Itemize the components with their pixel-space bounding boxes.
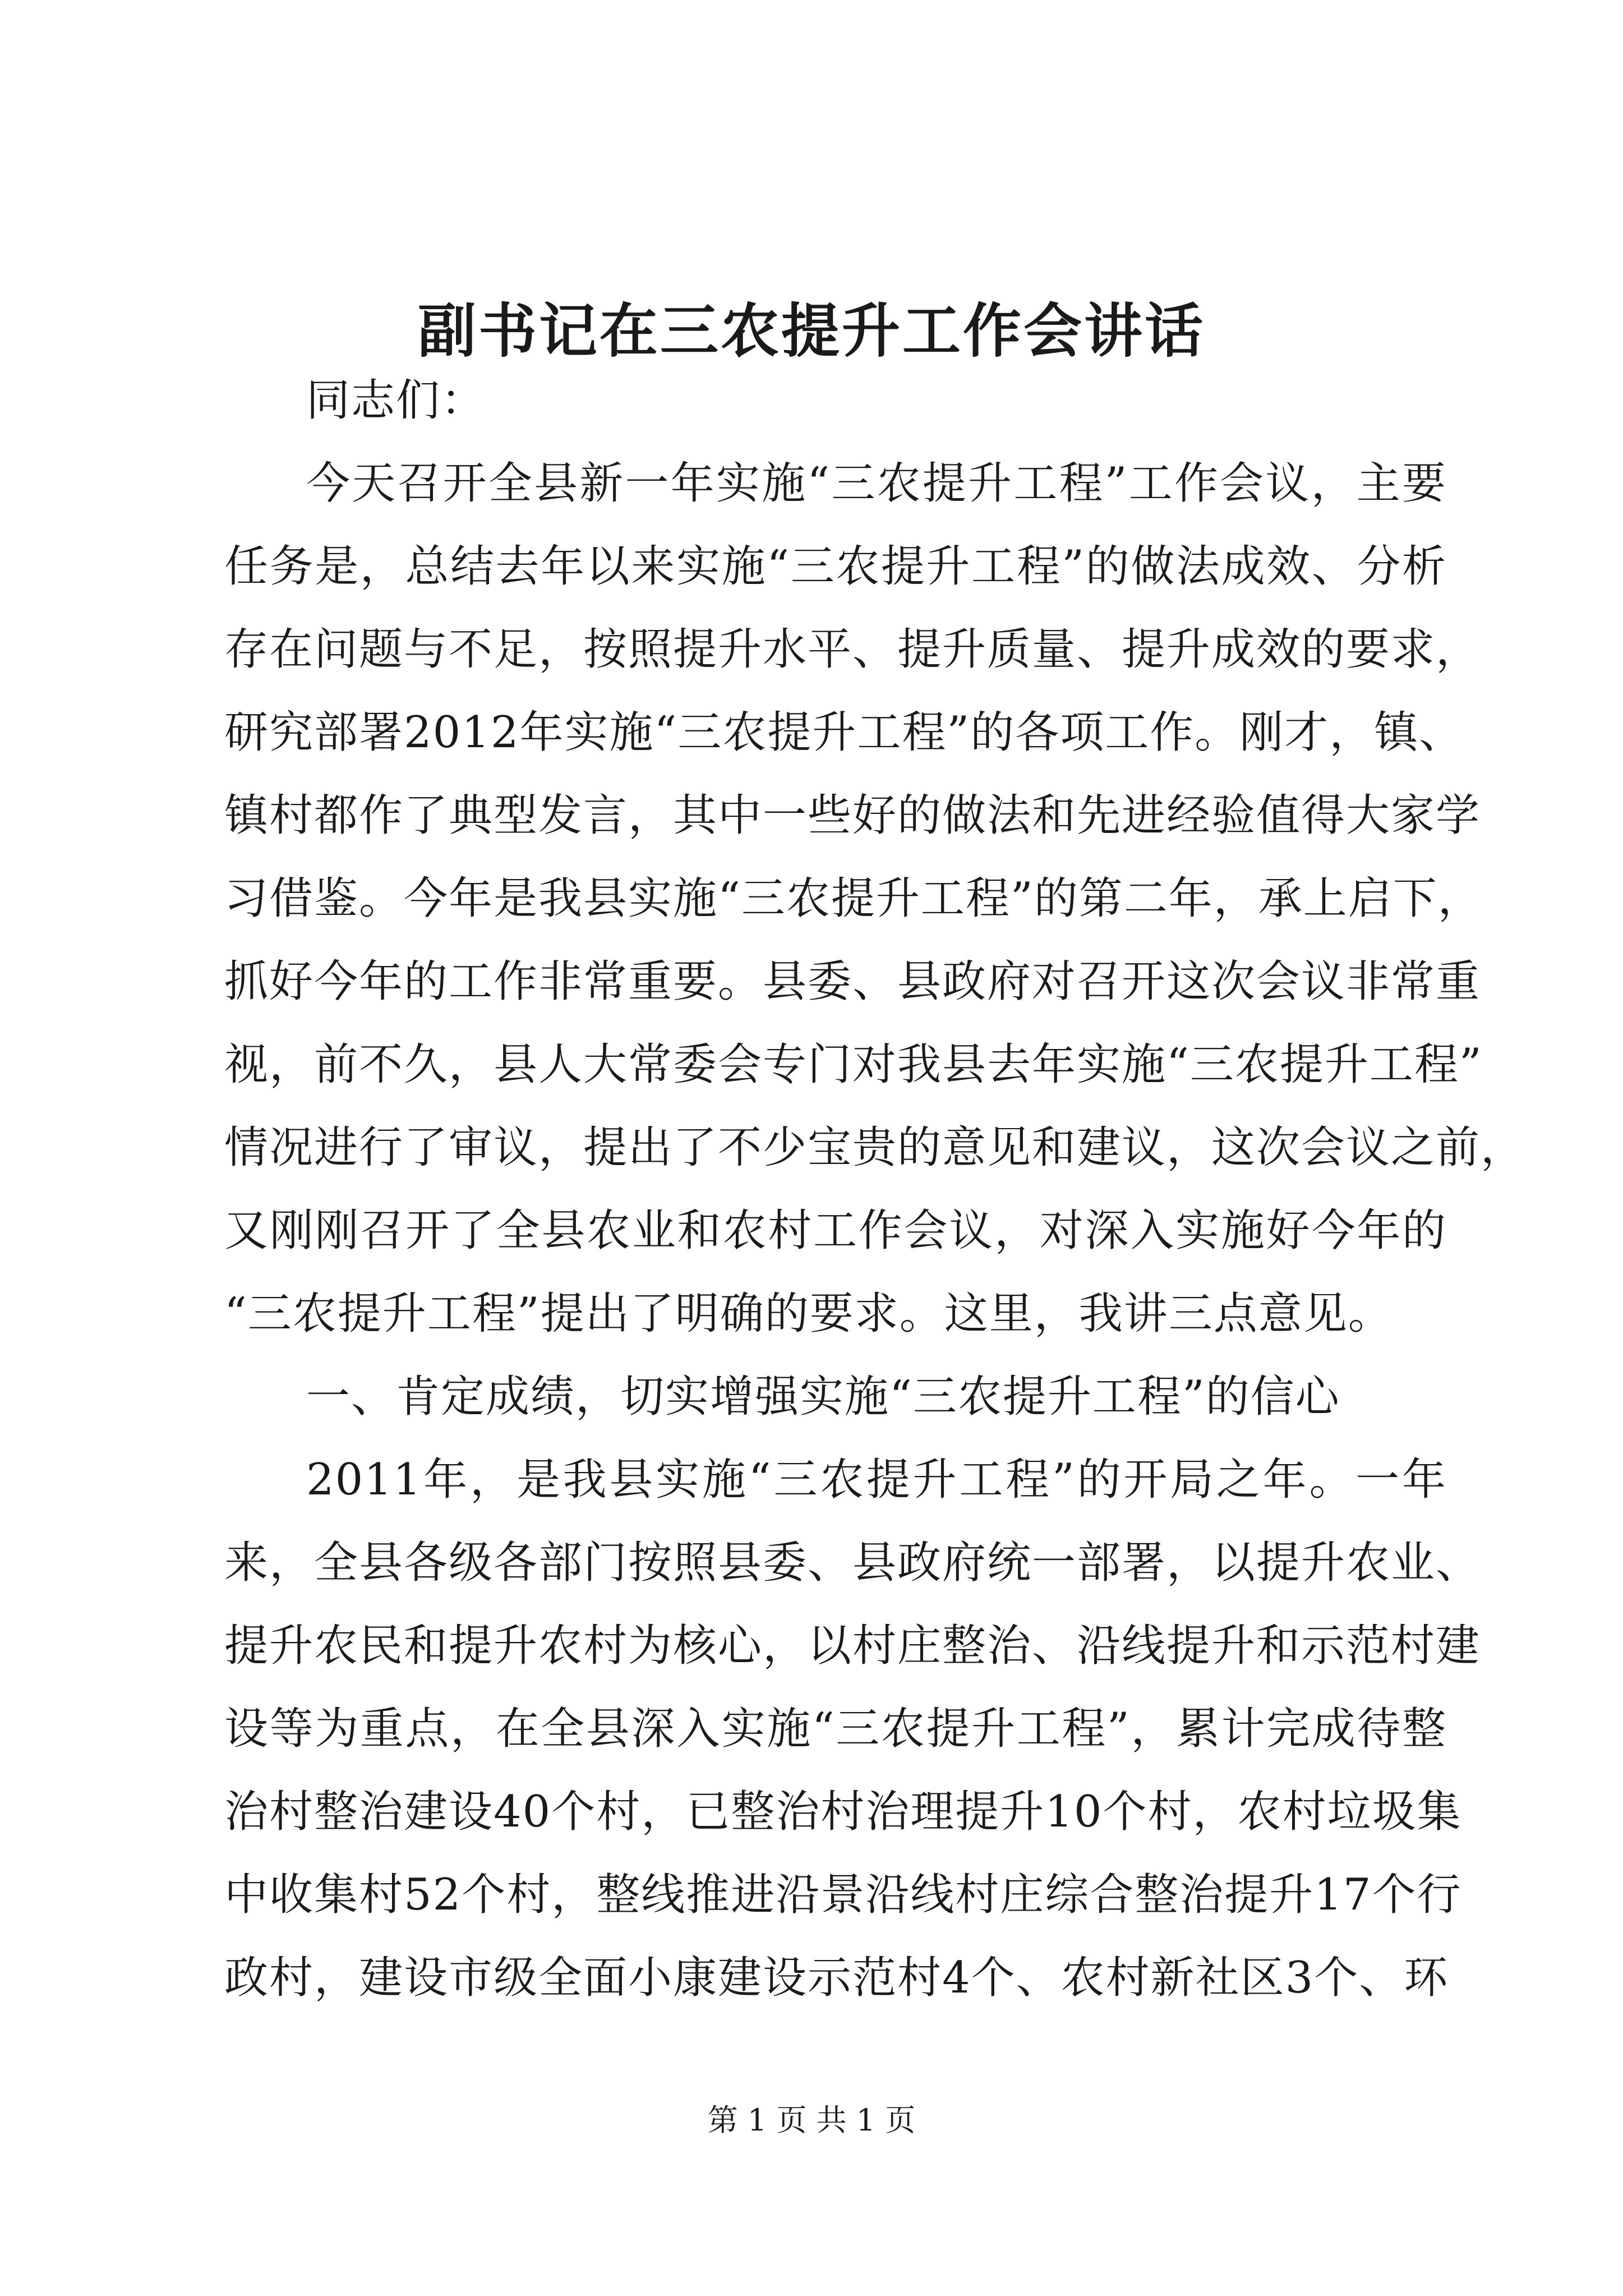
text-line: 存在问题与不足，按照提升水平、提升质量、提升成效的要求， (224, 624, 1481, 675)
text-line: 情况进行了审议，提出了不少宝贵的意见和建议，这次会议之前， (224, 1122, 1526, 1173)
text-line: 抓好今年的工作非常重要。县委、县政府对召开这次会议非常重 (224, 956, 1481, 1007)
text-line: 中收集村52个村，整线推进沿景沿线村庄综合整治提升17个行 (224, 1870, 1462, 1920)
text-line: 治村整治建设40个村，已整治村治理提升10个村，农村垃圾集 (224, 1787, 1462, 1837)
text-line: 任务是，总结去年以来实施“三农提升工程”的做法成效、分析 (224, 541, 1447, 592)
text-line: 镇村都作了典型发言，其中一些好的做法和先进经验值得大家学 (224, 790, 1481, 841)
text-line: 习借鉴。今年是我县实施“三农提升工程”的第二年，承上启下， (224, 873, 1483, 924)
text-line: 政村，建设市级全面小康建设示范村4个、农村新社区3个、环 (224, 1953, 1449, 2003)
page-footer: 第 1 页 共 1 页 (707, 2102, 916, 2138)
text-line: 又刚刚召开了全县农业和农村工作会议，对深入实施好今年的 (224, 1205, 1447, 1256)
text-line: 研究部署2012年实施“三农提升工程”的各项工作。刚才，镇、 (224, 707, 1464, 758)
text-line: 今天召开全县新一年实施“三农提升工程”工作会议，主要 (306, 458, 1447, 509)
text-line: “三农提升工程”提出了明确的要求。这里，我讲三点意见。 (224, 1289, 1393, 1339)
text-line: 视，前不久，县人大常委会专门对我县去年实施“三农提升工程” (224, 1039, 1483, 1090)
document-title: 副书记在三农提升工作会讲话 (417, 296, 1205, 365)
text-line: 同志们： (306, 375, 486, 426)
text-line: 设等为重点，在全县深入实施“三农提升工程”，累计完成待整 (224, 1704, 1447, 1754)
document-body (224, 359, 1526, 2019)
text-line: 提升农民和提升农村为核心，以村庄整治、沿线提升和示范村建 (224, 1621, 1481, 1671)
text-line: 一、肯定成绩，切实增强实施“三农提升工程”的信心 (306, 1372, 1340, 1422)
text-line: 2011年，是我县实施“三农提升工程”的开局之年。一年 (306, 1455, 1447, 1505)
text-line: 来，全县各级各部门按照县委、县政府统一部署，以提升农业、 (224, 1538, 1481, 1588)
